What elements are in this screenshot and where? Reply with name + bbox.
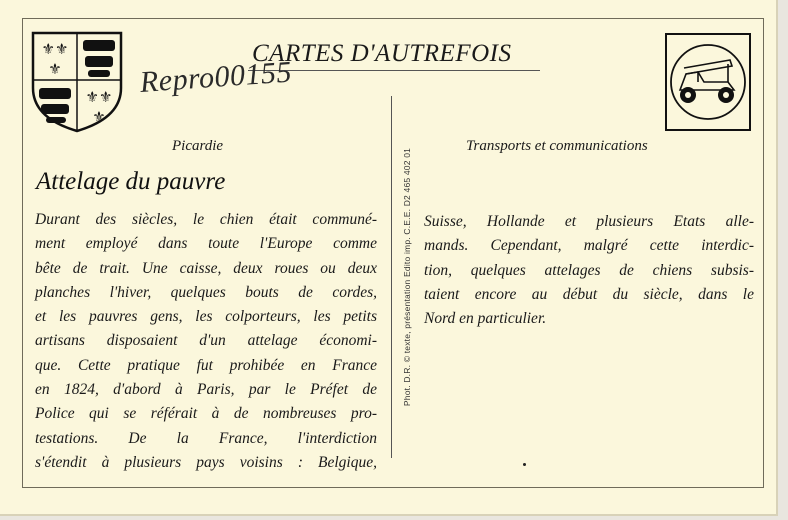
title-underline [248,70,540,71]
region-label: Picardie [172,138,224,154]
text-line: Durant des siècles, le chien était communé- [35,211,377,228]
series-title: CARTES D'AUTREFOIS [252,40,512,67]
svg-text:⚜⚜: ⚜⚜ [85,88,113,106]
text-line: planches l'hiver, quelques bouts de cordes, [35,283,377,301]
column-divider [391,96,392,458]
text-line: taient encore au début du siècle, dans le [424,285,754,303]
handwritten-reference: Repro00155 [138,55,293,99]
copyright-note: Phot. D.R. © texte, présentation Edito imp. C.E.E. D2 465 402 01 [402,147,412,407]
svg-text:⚜⚜: ⚜⚜ [41,40,69,58]
svg-text:⚜: ⚜ [48,60,62,78]
text-line: artisans disposaient d'un attelage économi- [35,332,377,350]
text-line: Suisse, Hollande et plusieurs Etats alle- [424,213,754,230]
body-text-right [424,210,754,331]
text-line: Police qui se référait à de nombreuses pro- [35,405,377,423]
ink-dot [523,463,526,466]
text-line: que. Cette pratique fut prohibée en France [35,356,377,374]
text-line: et les pauvres gens, les colporteurs, les petits [35,308,377,326]
text-line: Nord en particulier. [424,310,547,328]
theme-label: Transports et communications [466,138,648,154]
text-line: testations. De la France, l'interdiction [35,429,377,447]
text-line: mands. Cependant, malgré cette interdic- [424,237,754,255]
vintage-car-icon [664,32,752,132]
text-line: bête de trait. Une caisse, deux roues ou deux [35,259,377,277]
text-line: s'étendit à plusieurs pays voisins : Belgique, [35,453,377,471]
card-subject-title: Attelage du pauvre [36,168,226,195]
text-line: tion, quelques attelages de chiens subsis- [424,261,754,279]
coat-of-arms-icon [30,30,124,134]
svg-text:⚜: ⚜ [92,108,106,126]
body-text-left [35,208,377,475]
text-line: en 1824, d'abord à Paris, par le Préfet de [35,381,377,399]
text-line: ment employé dans toute l'Europe comme [35,235,377,253]
